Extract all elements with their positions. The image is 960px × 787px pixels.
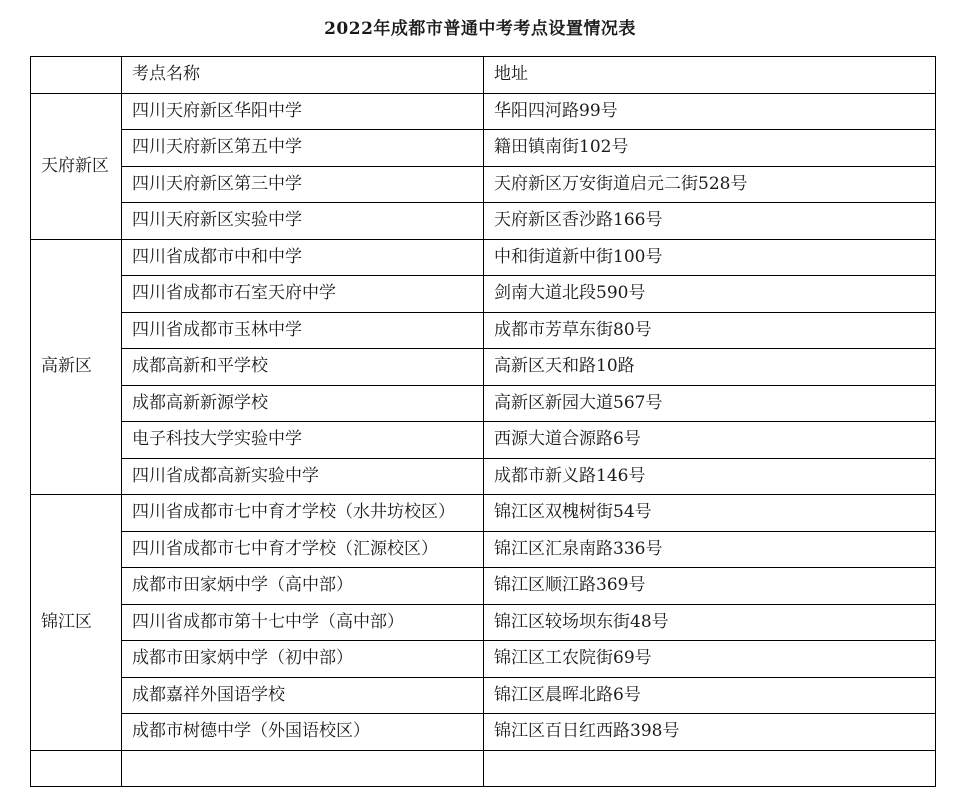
district-cell: 锦江区 bbox=[31, 495, 122, 751]
address-cell: 锦江区晨晖北路6号 bbox=[484, 677, 936, 714]
address-cell: 锦江区较场坝东街48号 bbox=[484, 604, 936, 641]
site-name-cell: 四川省成都市七中育才学校（汇源校区） bbox=[122, 531, 484, 568]
table-row bbox=[31, 714, 936, 751]
address-cell: 高新区天和路10路 bbox=[484, 349, 936, 386]
address-cell: 华阳四河路99号 bbox=[484, 93, 936, 130]
address-cell: 中和街道新中街100号 bbox=[484, 239, 936, 276]
header-address: 地址 bbox=[484, 57, 936, 94]
address-cell: 锦江区双槐树街54号 bbox=[484, 495, 936, 532]
document-title: 2022年成都市普通中考考点设置情况表 bbox=[324, 19, 636, 39]
table-row bbox=[31, 276, 936, 313]
site-name-cell: 四川省成都市七中育才学校（水井坊校区） bbox=[122, 495, 484, 532]
header-district bbox=[31, 57, 122, 94]
site-name-cell: 四川省成都市第十七中学（高中部） bbox=[122, 604, 484, 641]
table-row bbox=[31, 641, 936, 678]
site-name-cell: 四川省成都市玉林中学 bbox=[122, 312, 484, 349]
address-cell: 成都市新义路146号 bbox=[484, 458, 936, 495]
address-cell: 籍田镇南街102号 bbox=[484, 130, 936, 167]
address-cell: 西源大道合源路6号 bbox=[484, 422, 936, 459]
table-row bbox=[31, 239, 936, 276]
table-row bbox=[31, 312, 936, 349]
site-name-cell: 电子科技大学实验中学 bbox=[122, 422, 484, 459]
table-row bbox=[31, 458, 936, 495]
table-row bbox=[31, 385, 936, 422]
site-name-cell: 四川省成都市石室天府中学 bbox=[122, 276, 484, 313]
address-cell: 锦江区百日红西路398号 bbox=[484, 714, 936, 751]
table-row bbox=[31, 130, 936, 167]
address-cell: 天府新区万安街道启元二街528号 bbox=[484, 166, 936, 203]
address-cell: 天府新区香沙路166号 bbox=[484, 203, 936, 240]
table-row bbox=[31, 604, 936, 641]
site-name-cell: 四川省成都市中和中学 bbox=[122, 239, 484, 276]
continuation-cell bbox=[484, 750, 936, 787]
site-name-cell: 成都市田家炳中学（高中部） bbox=[122, 568, 484, 605]
table-row bbox=[31, 568, 936, 605]
table-header-row bbox=[31, 57, 936, 94]
address-cell: 锦江区顺江路369号 bbox=[484, 568, 936, 605]
site-name-cell: 四川天府新区华阳中学 bbox=[122, 93, 484, 130]
district-cell: 天府新区 bbox=[31, 93, 122, 239]
table-continuation-row bbox=[31, 750, 936, 787]
table-row bbox=[31, 166, 936, 203]
site-name-cell: 四川省成都高新实验中学 bbox=[122, 458, 484, 495]
address-cell: 剑南大道北段590号 bbox=[484, 276, 936, 313]
site-name-cell: 四川天府新区实验中学 bbox=[122, 203, 484, 240]
continuation-cell bbox=[122, 750, 484, 787]
address-cell: 高新区新园大道567号 bbox=[484, 385, 936, 422]
site-name-cell: 四川天府新区第三中学 bbox=[122, 166, 484, 203]
district-cell: 高新区 bbox=[31, 239, 122, 495]
continuation-cell bbox=[31, 750, 122, 787]
table-row bbox=[31, 531, 936, 568]
header-site-name: 考点名称 bbox=[122, 57, 484, 94]
table-body bbox=[31, 93, 936, 787]
address-cell: 成都市芳草东街80号 bbox=[484, 312, 936, 349]
table-row bbox=[31, 349, 936, 386]
table-row bbox=[31, 203, 936, 240]
address-cell: 锦江区工农院街69号 bbox=[484, 641, 936, 678]
site-name-cell: 成都嘉祥外国语学校 bbox=[122, 677, 484, 714]
exam-sites-table bbox=[30, 56, 936, 787]
table-row bbox=[31, 93, 936, 130]
table-row bbox=[31, 677, 936, 714]
address-cell: 锦江区汇泉南路336号 bbox=[484, 531, 936, 568]
table-row bbox=[31, 495, 936, 532]
site-name-cell: 成都市树德中学（外国语校区） bbox=[122, 714, 484, 751]
site-name-cell: 成都高新和平学校 bbox=[122, 349, 484, 386]
table-row bbox=[31, 422, 936, 459]
site-name-cell: 四川天府新区第五中学 bbox=[122, 130, 484, 167]
site-name-cell: 成都高新新源学校 bbox=[122, 385, 484, 422]
site-name-cell: 成都市田家炳中学（初中部） bbox=[122, 641, 484, 678]
